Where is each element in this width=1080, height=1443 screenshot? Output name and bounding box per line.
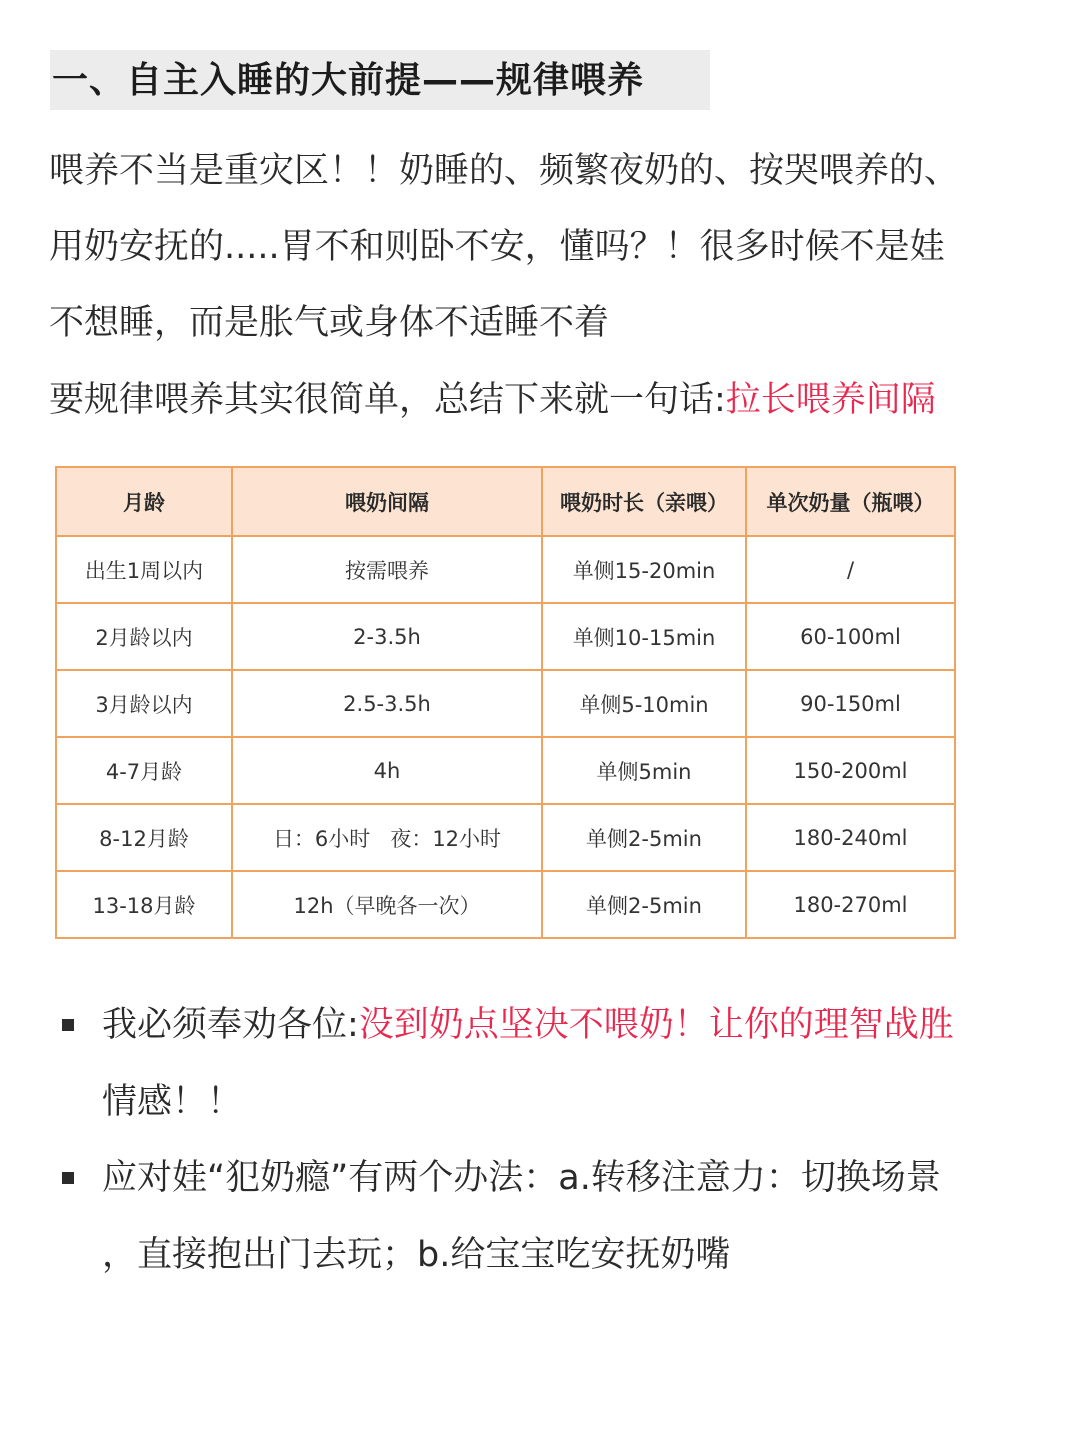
cell-interval: 2-3.5h <box>232 603 542 670</box>
cell-interval: 2.5-3.5h <box>232 670 542 737</box>
bullet-2-line-2: ，直接抱出门去玩；b.给宝宝吃安抚奶嘴 <box>102 1235 731 1275</box>
cell-volume: / <box>746 536 955 603</box>
header-age: 月龄 <box>56 467 232 536</box>
section-title: 一、自主入睡的大前提——规律喂养 <box>52 60 645 101</box>
table-header-row <box>56 467 955 536</box>
intro-line-2: 用奶安抚的.....胃不和则卧不安，懂吗？！很多时候不是娃 <box>49 227 945 267</box>
cell-interval: 4h <box>232 737 542 804</box>
header-interval: 喂奶间隔 <box>232 467 542 536</box>
cell-age: 8-12月龄 <box>56 804 232 871</box>
cell-interval: 日：6小时 夜：12小时 <box>232 804 542 871</box>
cell-interval: 12h（早晚各一次） <box>232 871 542 938</box>
cell-volume: 150-200ml <box>746 737 955 804</box>
cell-age: 2月龄以内 <box>56 603 232 670</box>
cell-volume: 180-270ml <box>746 871 955 938</box>
bullet-1-prefix: 我必须奉劝各位: <box>102 1005 359 1045</box>
table-row <box>56 670 955 737</box>
cell-duration: 单侧2-5min <box>542 871 746 938</box>
cell-age: 4-7月龄 <box>56 737 232 804</box>
table-row <box>56 871 955 938</box>
cell-volume: 90-150ml <box>746 670 955 737</box>
cell-duration: 单侧15-20min <box>542 536 746 603</box>
square-bullet-icon <box>62 1172 74 1184</box>
square-bullet-icon <box>62 1019 74 1031</box>
cell-age: 13-18月龄 <box>56 871 232 938</box>
intro-line-1: 喂养不当是重灾区！！奶睡的、频繁夜奶的、按哭喂养的、 <box>49 151 960 191</box>
header-volume: 单次奶量（瓶喂） <box>746 467 955 536</box>
cell-volume: 60-100ml <box>746 603 955 670</box>
intro-line-3: 不想睡，而是胀气或身体不适睡不着 <box>49 303 610 343</box>
cell-duration: 单侧2-5min <box>542 804 746 871</box>
intro-highlight: 拉长喂养间隔 <box>725 380 936 420</box>
bullet-1-highlight: 没到奶点坚决不喂奶！让你的理智战胜 <box>358 1005 954 1045</box>
cell-duration: 单侧5-10min <box>542 670 746 737</box>
table-row <box>56 536 955 603</box>
header-duration: 喂奶时长（亲喂） <box>542 467 746 536</box>
cell-duration: 单侧5min <box>542 737 746 804</box>
cell-volume: 180-240ml <box>746 804 955 871</box>
table-row <box>56 737 955 804</box>
cell-duration: 单侧10-15min <box>542 603 746 670</box>
table-row <box>56 603 955 670</box>
feeding-schedule-table <box>55 466 956 939</box>
cell-age: 3月龄以内 <box>56 670 232 737</box>
intro-line-4-text: 要规律喂养其实很简单，总结下来就一句话: <box>49 380 726 420</box>
bullet-1-line-2: 情感！！ <box>102 1082 243 1122</box>
bullet-2-line-1: 应对娃“犯奶瘾”有两个办法：a.转移注意力：切换场景 <box>102 1158 941 1198</box>
feeding-schedule-table-wrapper <box>55 466 956 939</box>
bullet-1-line-1 <box>102 1002 954 1048</box>
cell-interval: 按需喂养 <box>232 536 542 603</box>
intro-line-4 <box>49 377 936 423</box>
table-row <box>56 804 955 871</box>
cell-age: 出生1周以内 <box>56 536 232 603</box>
